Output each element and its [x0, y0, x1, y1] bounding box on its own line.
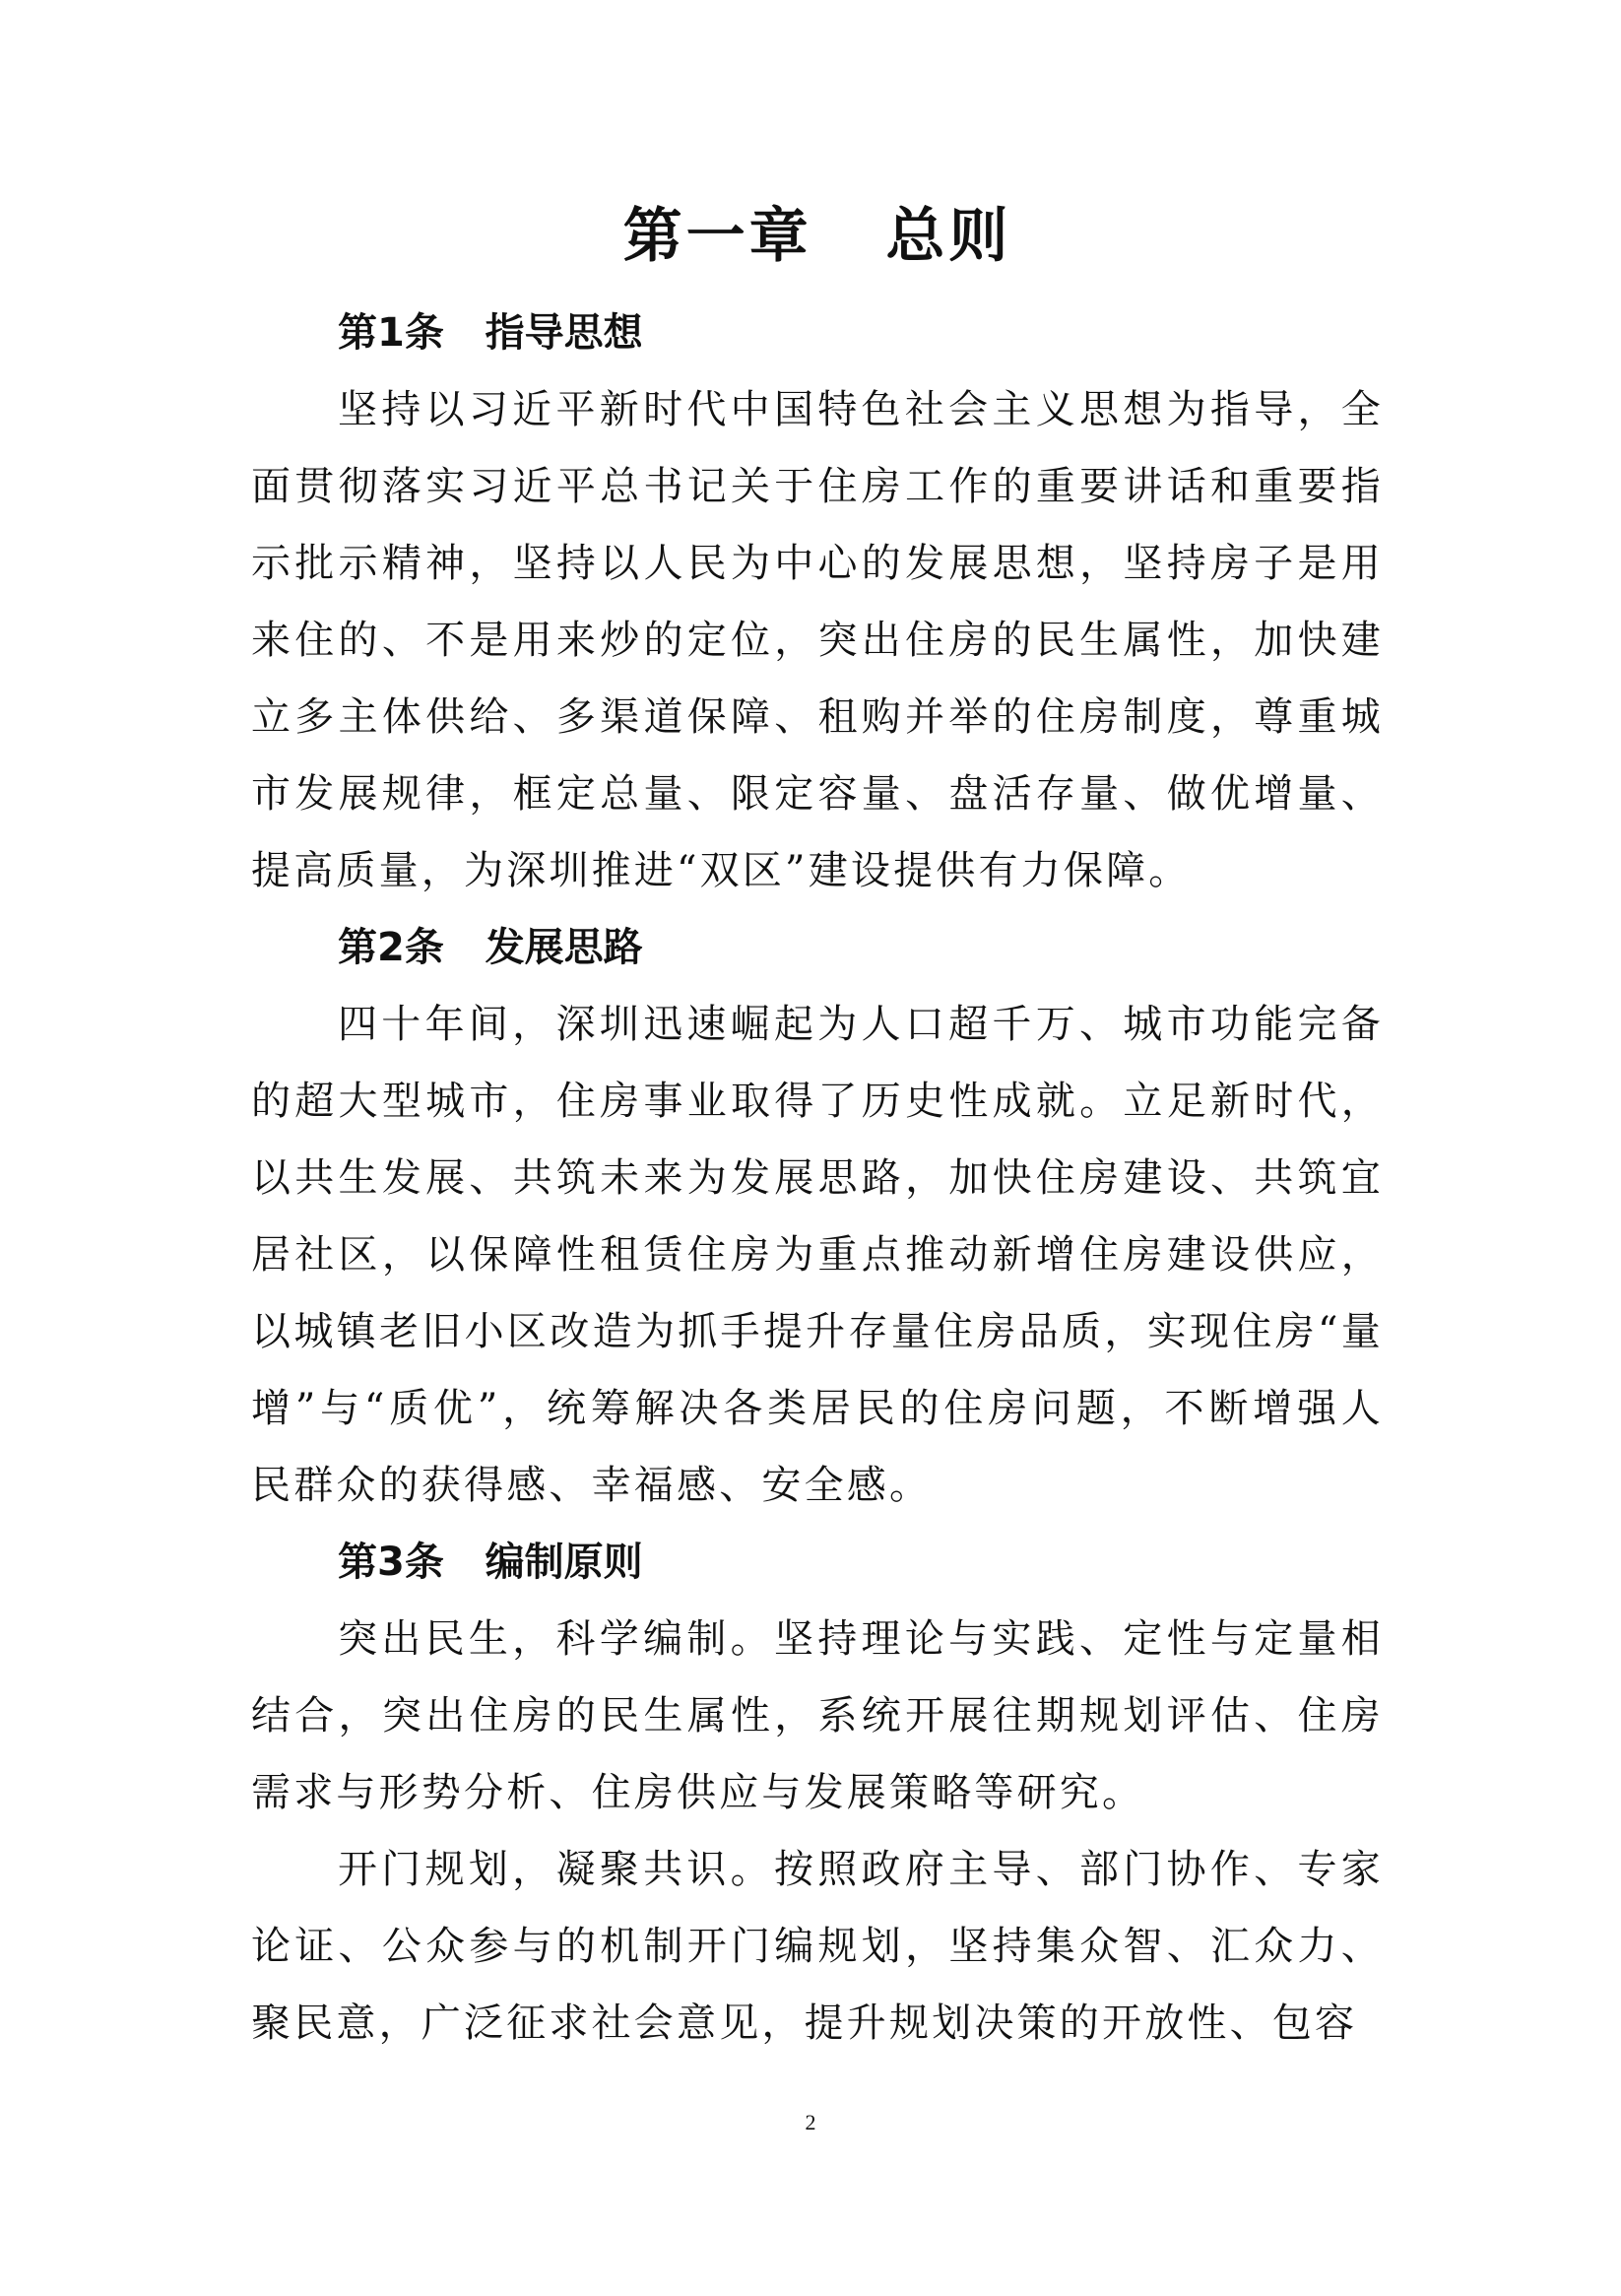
article-3-paragraph-2: 开门规划，凝聚共识。按照政府主导、部门协作、专家论证、公众参与的机制开门编规划，坚持集众智、汇众力、聚民意，广泛征求社会意见，提升规划决策的开放性、包容	[251, 1847, 1384, 2046]
article-1	[251, 295, 1384, 909]
article-3	[251, 1524, 1384, 2062]
article-2-heading: 第2条 发展思路	[338, 925, 643, 970]
article-1-heading: 第1条 指导思想	[338, 310, 643, 356]
page-number: 2	[805, 2110, 816, 2134]
article-2	[251, 909, 1384, 1524]
article-3-paragraph-1: 突出民生，科学编制。坚持理论与实践、定性与定量相结合，突出住房的民生属性，系统开展往期规划评估、住房需求与形势分析、住房供应与发展策略等研究。	[251, 1616, 1384, 1815]
article-1-paragraph-1: 坚持以习近平新时代中国特色社会主义思想为指导，全面贯彻落实习近平总书记关于住房工作的重要讲话和重要指示批示精神，坚持以人民为中心的发展思想，坚持房子是用来住的、不是用来炒的定位，突出住房的民生属性，加快建立多主体供给、多渠道保障、租购并举的住房制度，尊重城市发展规律，框定总量、限定容量、盘活存量、做优增量、提高质量，为深圳推进“双区”建设提供有力保障。	[251, 387, 1384, 893]
chapter-title: 第一章 总则	[622, 202, 1012, 271]
document-page	[251, 192, 1384, 2062]
article-2-paragraph-1: 四十年间，深圳迅速崛起为人口超千万、城市功能完备的超大型城市，住房事业取得了历史性成就。立足新时代，以共生发展、共筑未来为发展思路，加快住房建设、共筑宜居社区，以保障性租赁住房为重点推动新增住房建设供应，以城镇老旧小区改造为抓手提升存量住房品质，实现住房“量增”与“质优”，统筹解决各类居民的住房问题，不断增强人民群众的获得感、幸福感、安全感。	[251, 1002, 1384, 1508]
article-3-heading: 第3条 编制原则	[338, 1540, 643, 1585]
